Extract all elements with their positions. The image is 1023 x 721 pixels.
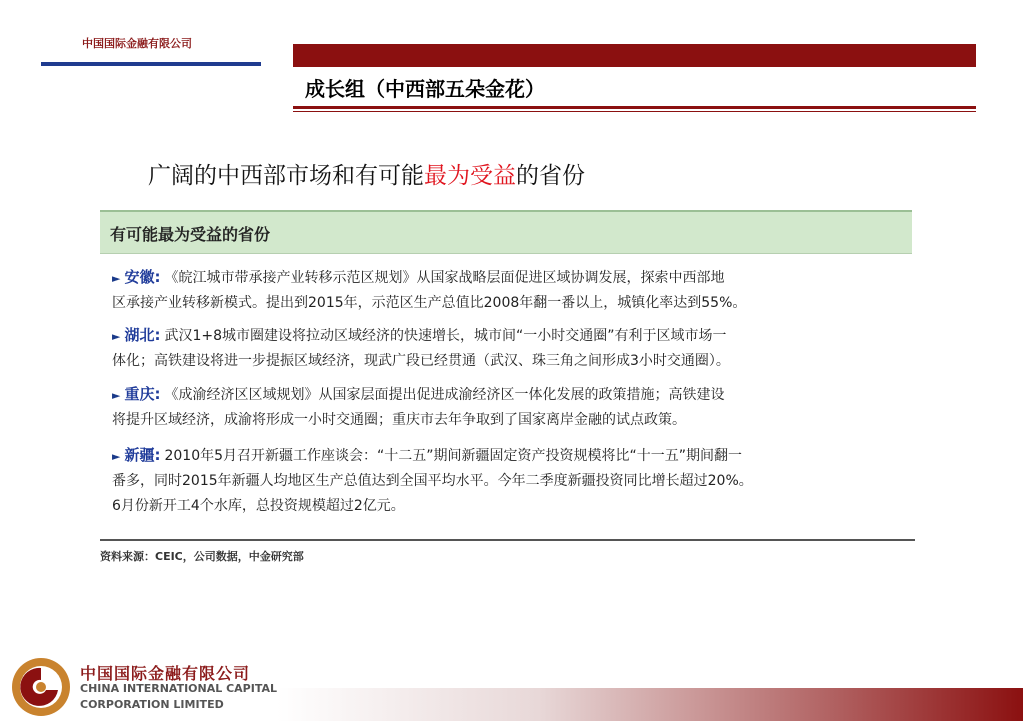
bullet-icon: ► (112, 450, 121, 463)
item-text-line: 《成渝经济区区域规划》从国家层面提出促进成渝经济区一体化发展的政策措施；高铁建设 (164, 387, 725, 403)
footer-logo-en-line2: CORPORATION LIMITED (80, 698, 224, 711)
province-name: 新疆: (124, 446, 161, 464)
footer-logo-en-line1: CHINA INTERNATIONAL CAPITAL (80, 682, 277, 695)
item-text-line: 体化；高铁建设将进一步提振区域经济，现武广段已经贯通（武汉、珠三角之间形成3小时交通圈）。 (112, 353, 730, 369)
province-name: 安徽: (124, 268, 161, 286)
item-text-line: 番多，同时2015年新疆人均地区生产总值达到全国平均水平。今年二季度新疆投资同比增长超过20%。 (112, 473, 753, 489)
list-item-anhui (112, 265, 904, 316)
company-logo-icon (10, 656, 72, 718)
bullet-icon: ► (112, 330, 121, 343)
province-name: 湖北: (124, 326, 161, 344)
list-item-chongqing (112, 382, 904, 433)
slide-subtitle (148, 157, 585, 190)
item-text-line: 2010年5月召开新疆工作座谈会：“十二五”期间新疆固定资产投资规模将比“十一五”期间翻一 (164, 448, 743, 464)
item-text-line: 6月份新开工4个水库，总投资规模超过2亿元。 (112, 498, 405, 514)
panel-title: 有可能最为受益的省份 (110, 225, 271, 244)
section-title: 成长组（中西部五朵金花） (305, 77, 545, 101)
header-blue-rule (41, 62, 261, 66)
item-text-line: 《皖江城市带承接产业转移示范区规划》从国家战略层面促进区域协调发展，探索中西部地 (164, 270, 725, 286)
item-text-line: 武汉1+8城市圈建设将拉动区域经济的快速增长，城市间“一小时交通圈”有利于区域市场一 (164, 328, 727, 344)
footer-gradient-bar (277, 688, 1023, 721)
panel-header (100, 210, 912, 254)
item-text-line: 区承接产业转移新模式。提出到2015年，示范区生产总值比2008年翻一番以上，城镇化率达到55%。 (112, 295, 747, 311)
panel-bottom-rule (100, 539, 915, 541)
source-note: 资料来源：CEIC，公司数据，中金研究部 (100, 550, 304, 563)
list-item-hubei (112, 323, 904, 374)
title-underline (293, 106, 976, 109)
bullet-icon: ► (112, 389, 121, 402)
list-item-xinjiang (112, 443, 904, 519)
title-band (293, 44, 976, 67)
footer-logo-cn: 中国国际金融有限公司 (80, 664, 251, 683)
header-company-name: 中国国际金融有限公司 (82, 37, 192, 50)
item-text-line: 将提升区域经济，成渝将形成一小时交通圈；重庆市去年争取到了国家离岸金融的试点政策。 (112, 412, 686, 428)
bullet-icon: ► (112, 272, 121, 285)
subtitle-prefix: 广阔的中西部市场和有可能 (148, 163, 424, 189)
subtitle-highlight: 最为受益 (424, 163, 516, 189)
province-name: 重庆: (124, 385, 161, 403)
province-panel (100, 210, 914, 542)
title-underline-thin (293, 111, 976, 112)
subtitle-suffix: 的省份 (516, 163, 585, 189)
